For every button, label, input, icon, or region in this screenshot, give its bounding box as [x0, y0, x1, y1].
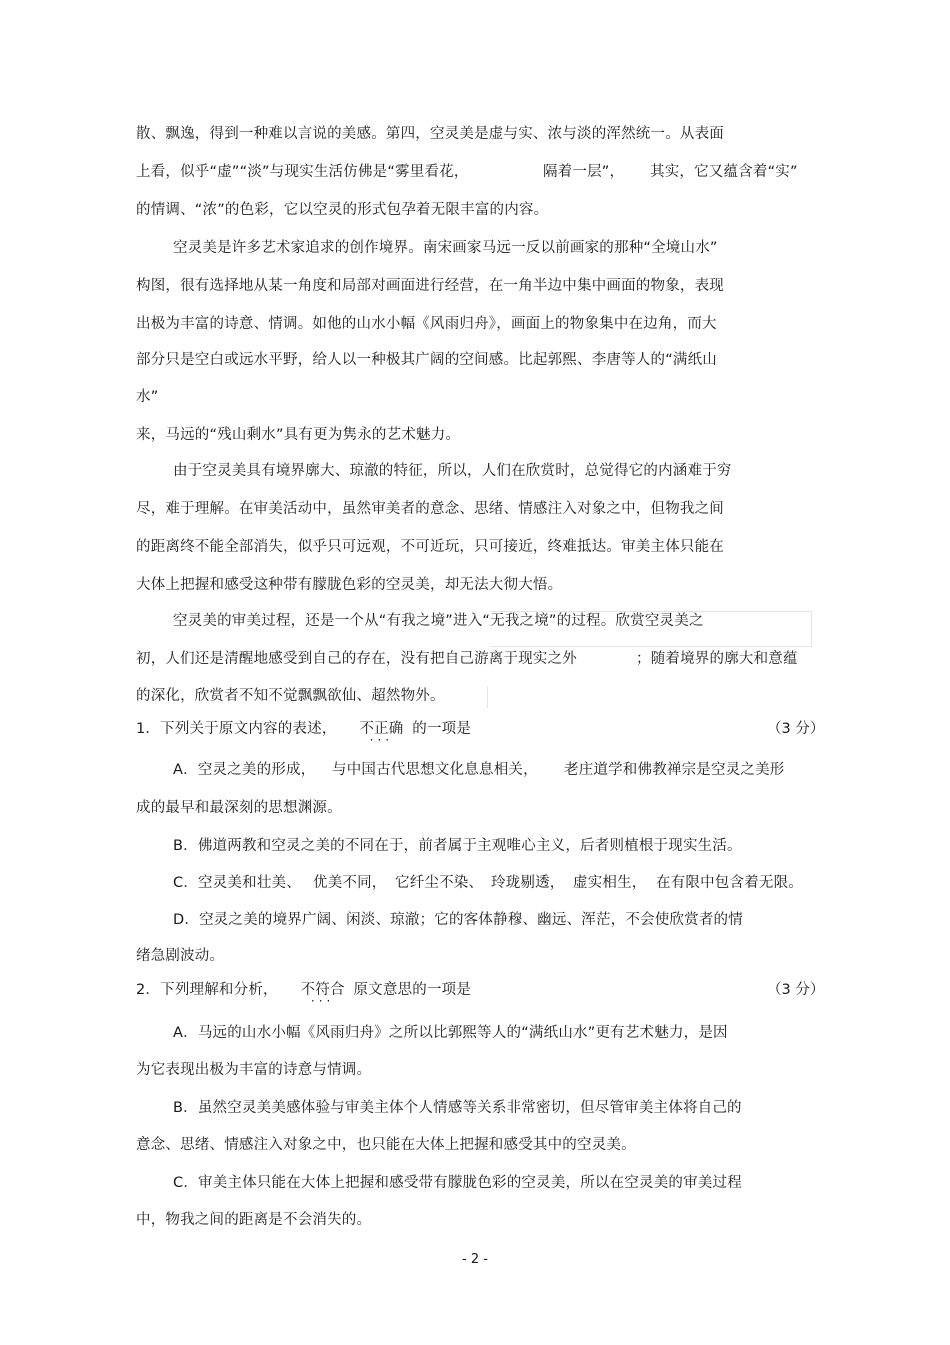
option-a: 与中国古代思想文化息息相关， [332, 762, 538, 778]
passage-line: 空灵美是许多艺术家追求的创作境界。南宋画家马远一反以前画家的那种“全境山水” [173, 240, 718, 256]
option-c: 虚实相生， [573, 875, 647, 891]
passage-line: 的深化，欣赏者不知不觉飘飘欲仙、超然物外。 [136, 688, 445, 704]
emphasis-word [359, 719, 404, 747]
option-a: 老庄道学和佛教禅宗是空灵之美形 [564, 762, 785, 778]
option-b: 意念、思绪、情感注入对象之中，也只能在大体上把握和感受其中的空灵美。 [136, 1137, 636, 1153]
passage-line: ；随着境界的廓大和意蕴 [636, 651, 798, 667]
option-d: 绪急剧波动。 [136, 948, 225, 964]
passage-line: 空灵美的审美过程，还是一个从“有我之境”进入“无我之境”的过程。欣赏空灵美之 [173, 613, 704, 629]
option-b: B．佛道两教和空灵之美的不同在于，前者属于主观唯心主义，后者则植根于现实生活。 [173, 838, 742, 854]
emphasis-word-text: 不正确 [359, 721, 404, 737]
passage-line: 由于空灵美具有境界廓大、琼澈的特征，所以，人们在欣赏时，总觉得它的内涵难于穷 [173, 463, 732, 479]
passage-line: 水” [136, 389, 159, 405]
passage-line: 部分只是空白或远水平野，给人以一种极其广阔的空间感。比起郭熙、李唐等人的“满纸山 [136, 352, 718, 368]
passage-line: 散、飘逸，得到一种难以言说的美感。第四，空灵美是虚与实、浓与淡的浑然统一。从表面 [136, 126, 724, 142]
passage-line: 来，马远的“残山剩水”具有更为隽永的艺术魅力。 [136, 427, 461, 443]
frame-line [811, 611, 812, 647]
option-a: A．空灵之美的形成， [173, 762, 316, 778]
question-1-score: （3 分） [767, 721, 825, 737]
option-b: B．虽然空灵美美感体验与审美主体个人情感等关系非常密切，但尽管审美主体将自己的 [173, 1100, 742, 1116]
passage-line: 尽，难于理解。在审美活动中，虽然审美者的意念、思绪、情感注入对象之中，但物我之间 [136, 501, 724, 517]
option-c: 中，物我之间的距离是不会消失的。 [136, 1212, 372, 1228]
frame-line [487, 686, 488, 708]
passage-line: 上看，似乎“虚”“淡”与现实生活仿佛是“雾里看花， [136, 164, 469, 180]
option-a: 为它表现出极为丰富的诗意与情调。 [136, 1062, 372, 1078]
question-2-score: （3 分） [767, 982, 825, 998]
passage-line: 的情调、“浓”的色彩，它以空灵的形式包孕着无限丰富的内容。 [136, 202, 549, 218]
option-c: 它纤尘不染、 [395, 875, 484, 891]
option-c: C．空灵美和壮美、 [173, 875, 301, 891]
question-stem-text: 原文意思的一项是 [353, 982, 472, 998]
option-a: A．马远的山水小幅《风雨归舟》之所以比郭熙等人的“满纸山水”更有艺术魅力，是因 [173, 1025, 728, 1041]
passage-line: 其实，它又蕴含着“实” [650, 164, 798, 180]
passage-line: 出极为丰富的诗意、情调。如他的山水小幅《风雨归舟》，画面上的物象集中在边角，而大 [136, 316, 717, 332]
option-c: 在有限中包含着无限。 [656, 875, 803, 891]
option-c: 优美不同， [313, 875, 387, 891]
question-1-stem [136, 719, 472, 747]
emphasis-word [300, 980, 345, 1008]
question-stem-text: 2．下列理解和分析， [136, 982, 278, 998]
question-2-stem [136, 980, 472, 1008]
passage-line: 初，人们还是清醒地感受到自己的存在，没有把自己游离于现实之外 [136, 651, 577, 667]
option-c: 玲珑剔透， [491, 875, 565, 891]
passage-line: 隔着一层”， [543, 164, 625, 180]
option-d: D．空灵之美的境界广阔、闲淡、琼澈；它的客体静穆、幽远、浑茫，不会使欣赏者的情 [173, 912, 743, 928]
frame-line [490, 646, 812, 647]
page-number: - 2 - [462, 1252, 488, 1267]
emphasis-dots: ··· [310, 994, 335, 1008]
passage-line: 大体上把握和感受这种带有朦胧色彩的空灵美，却无法大彻大悟。 [136, 577, 563, 593]
question-stem-text: 1．下列关于原文内容的表述， [136, 721, 337, 737]
passage-line: 构图，很有选择地从某一角度和局部对画面进行经营，在一角半边中集中画面的物象，表现 [136, 278, 724, 294]
option-c: C．审美主体只能在大体上把握和感受带有朦胧色彩的空灵美，所以在空灵美的审美过程 [173, 1175, 742, 1191]
emphasis-dots: ··· [369, 733, 394, 747]
option-a: 成的最早和最深刻的思想渊源。 [136, 800, 342, 816]
question-stem-text: 的一项是 [412, 721, 472, 737]
emphasis-word-text: 不符合 [300, 982, 345, 998]
passage-line: 的距离终不能全部消失，似乎只可远观，不可近玩，只可接近，终难抵达。审美主体只能在 [136, 539, 724, 555]
